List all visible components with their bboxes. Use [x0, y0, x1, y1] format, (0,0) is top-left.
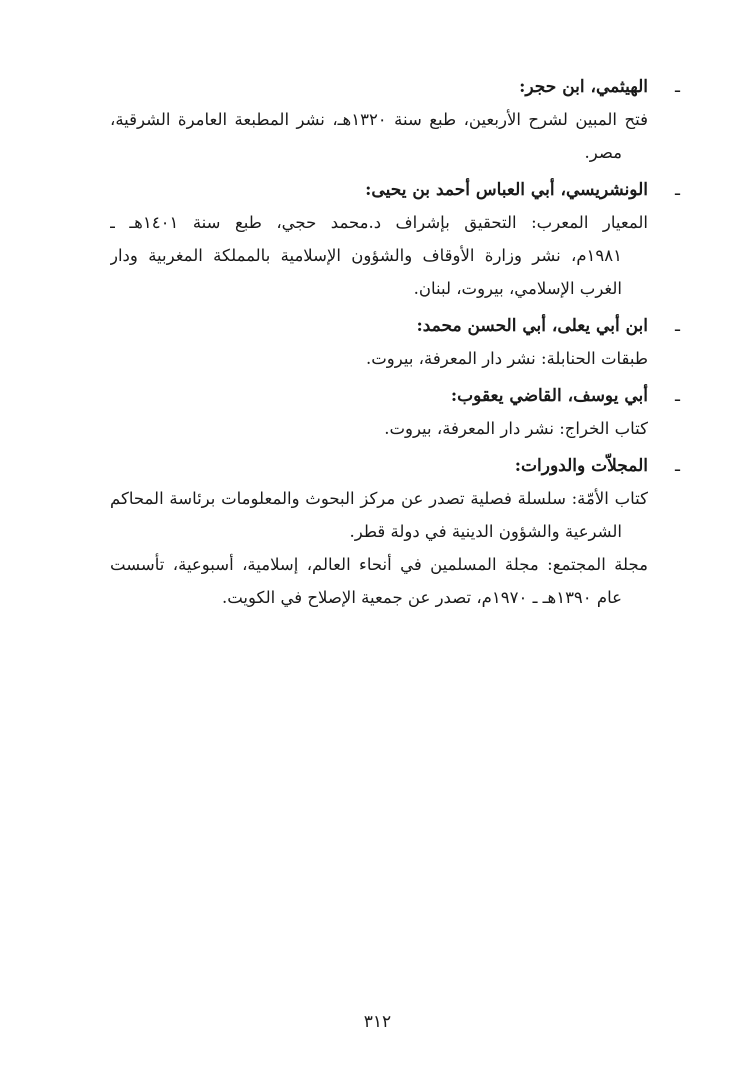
entry-author: الونشريسي، أبي العباس أحمد بن يحيى:: [365, 180, 648, 200]
entry-dash: ـ: [675, 386, 680, 406]
page-number: ٣١٢: [363, 1012, 392, 1032]
entry-dash: ـ: [675, 456, 680, 476]
entry-body: [110, 103, 648, 169]
entry-body: [110, 482, 648, 614]
entry-line: كتاب الأمّة: سلسلة فصلية تصدر عن مركز البحوث والمعلومات برئاسة المحاكم: [110, 489, 648, 508]
entry-heading: [110, 381, 680, 412]
entry-line: كتاب الخراج: نشر دار المعرفة، بيروت.: [384, 419, 648, 438]
entry-author: الهيثمي، ابن حجر:: [519, 77, 648, 97]
entry-line: الغرب الإسلامي، بيروت، لبنان.: [413, 279, 622, 298]
entry-line: ١٩٨١م، نشر وزارة الأوقاف والشؤون الإسلامية بالمملكة المغربية ودار: [110, 246, 622, 265]
entry-heading: [110, 72, 680, 103]
bibliography-entry: [110, 72, 680, 169]
bibliography-entry: [110, 451, 680, 614]
entry-author: أبي يوسف، القاضي يعقوب:: [450, 386, 648, 406]
entry-body: [110, 412, 648, 445]
entry-body: [110, 342, 648, 375]
entry-heading: [110, 311, 680, 342]
entry-dash: ـ: [675, 316, 680, 336]
entry-line: الشرعية والشؤون الدينية في دولة قطر.: [349, 522, 622, 541]
entry-dash: ـ: [675, 77, 680, 97]
entry-author: ابن أبي يعلى، أبي الحسن محمد:: [416, 316, 648, 336]
entry-author: المجلاّت والدورات:: [514, 456, 648, 476]
entry-line: مصر.: [584, 143, 622, 162]
entry-line: طبقات الحنابلة: نشر دار المعرفة، بيروت.: [366, 349, 648, 368]
entry-dash: ـ: [675, 180, 680, 200]
entry-body: [110, 206, 648, 305]
entry-line: فتح المبين لشرح الأربعين، طبع سنة ١٣٢٠هـ، نشر المطبعة العامرة الشرقية،: [110, 110, 648, 129]
entry-line: عام ١٣٩٠هـ ـ ١٩٧٠م، تصدر عن جمعية الإصلاح في الكويت.: [221, 588, 622, 607]
entry-heading: [110, 451, 680, 482]
bibliography-entry: [110, 381, 680, 445]
entry-line: المعيار المعرب: التحقيق بإشراف د.محمد حجي، طبع سنة ١٤٠١هـ ـ: [110, 213, 648, 232]
entry-line: مجلة المجتمع: مجلة المسلمين في أنحاء العالم، إسلامية، أسبوعية، تأسست: [110, 555, 648, 574]
bibliography-entry: [110, 311, 680, 375]
entry-heading: [110, 175, 680, 206]
bibliography-entry: [110, 175, 680, 305]
bibliography-list: [110, 72, 680, 620]
